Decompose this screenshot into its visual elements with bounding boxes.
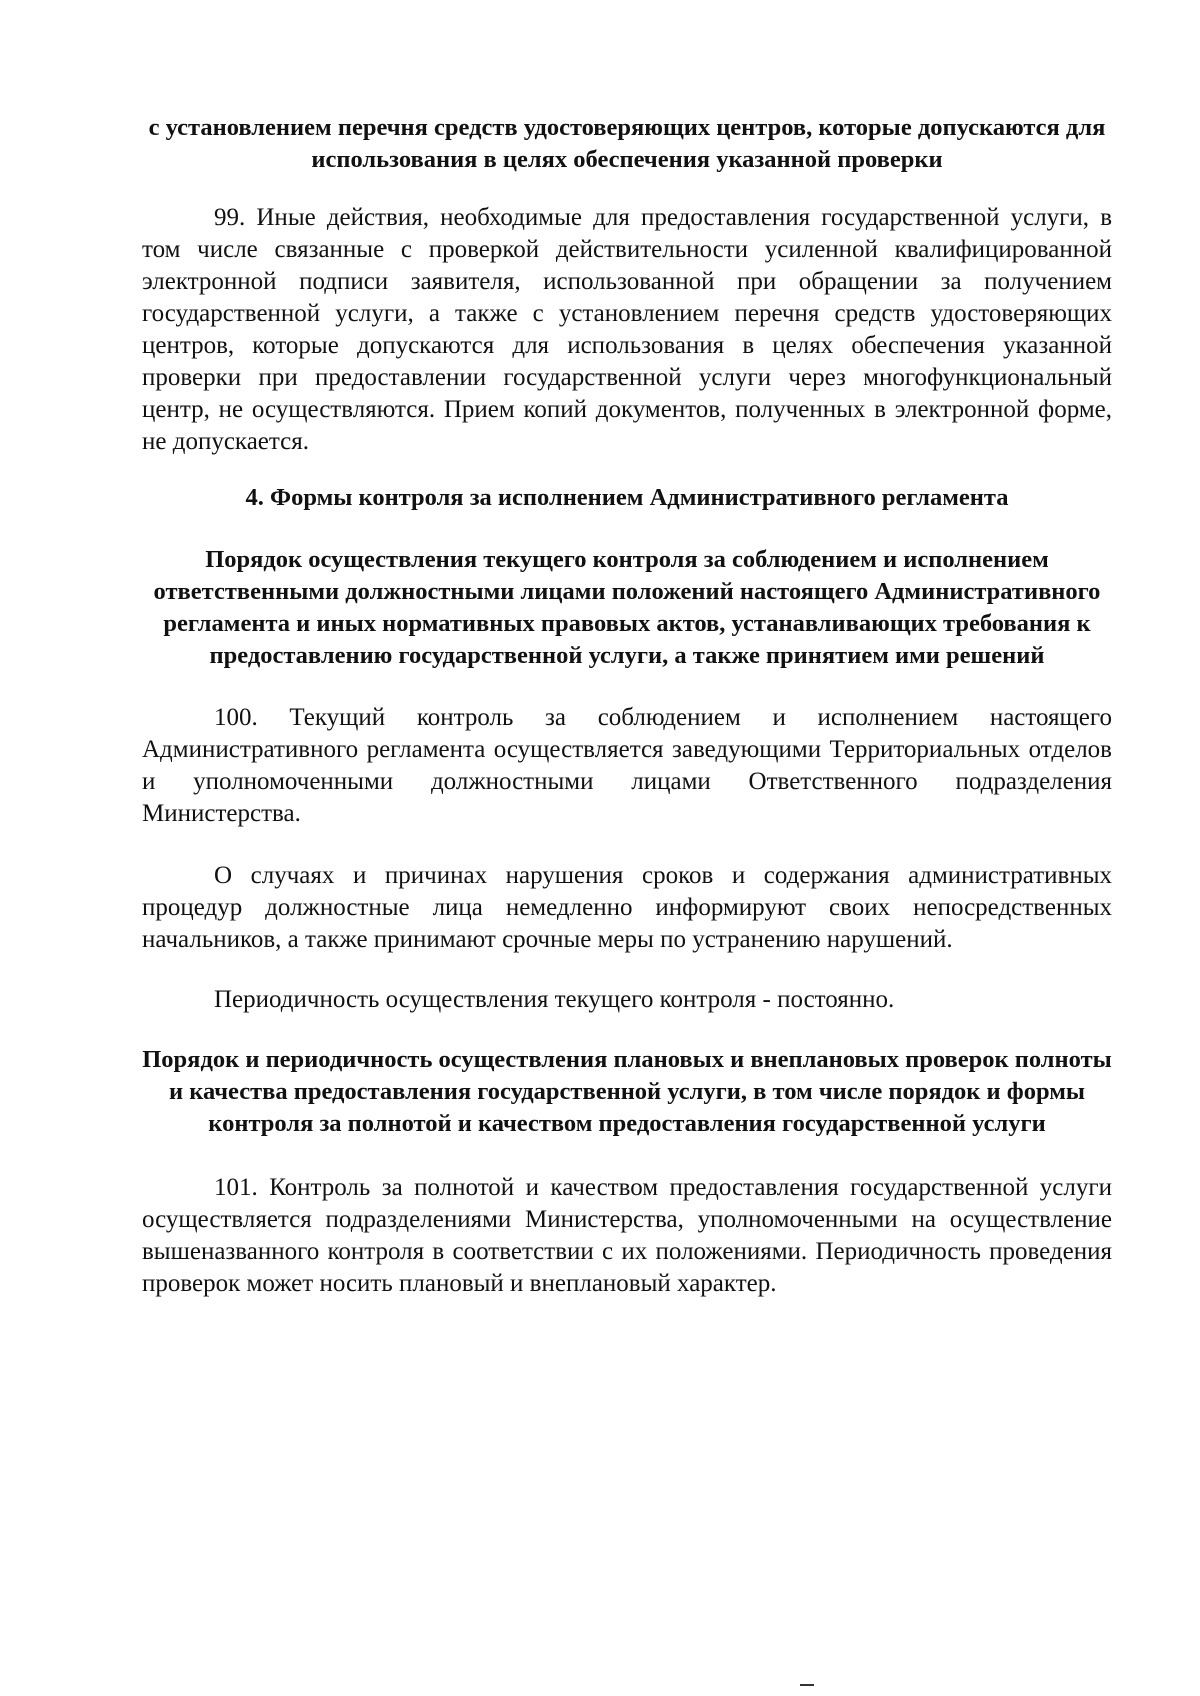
paragraph-101: 101. Контроль за полнотой и качеством предоставления государственной услуги осуществляется подразделениями Министерства, уполномоченными на осуществление вышеназванного контроля в соответствии с их положениями. Периодичность проведения проверок может носить плановый и внеплановый характер. (142, 1174, 1112, 1297)
heading-current-control: Порядок осуществления текущего контроля за соблюдением и исполнением ответственными должностными лицами положений настоящего Административного регламента и иных нормативных правовых актов, устанавливающих требования к предоставлению государственной услуги, а также принятием ими решений (153, 546, 1101, 669)
paragraph-99: 99. Иные действия, необходимые для предоставления государственной услуги, в том числе связанные с проверкой действительности усиленной квалифицированной электронной подписи заявителя, использованной при обращении за получением государственной услуги, а также с установлением перечня средств удостоверяющих центров, которые допускаются для использования в целях обеспечения указанной проверки при предоставлении государственной услуги через многофункциональный центр, не осуществляются. Прием копий документов, полученных в электронной форме, не допускается. (142, 204, 1112, 455)
heading-verification-centers-text: с установлением перечня средств удостоверяющих центров, которые допускаются для использования в целях обеспечения указанной проверки (148, 114, 1106, 173)
section-4-heading: 4. Формы контроля за исполнением Административного регламента (245, 484, 1009, 511)
heading-planned-checks: Порядок и периодичность осуществления плановых и внеплановых проверок полноты и качества предоставления государственной услуги, в том числе порядок и формы контроля за полнотой и качеством предоставления государственной услуги (142, 1046, 1112, 1137)
paragraph-violations: О случаях и причинах нарушения сроков и содержания административных процедур должностные лица немедленно информируют своих непосредственных начальников, а также принимают срочные меры по устранению нарушений. (142, 862, 1112, 953)
heading-verification-centers (142, 112, 1112, 176)
page-bottom-mark (800, 1684, 814, 1686)
document-body (142, 112, 1112, 1300)
paragraph-100: 100. Текущий контроль за соблюдением и исполнением настоящего Административного регламента осуществляется заведующими Территориальных отделов и уполномоченными должностными лицами Ответственного подразделения Министерства. (142, 704, 1112, 827)
paragraph-periodicity: Периодичность осуществления текущего контроля - постоянно. (214, 986, 895, 1013)
